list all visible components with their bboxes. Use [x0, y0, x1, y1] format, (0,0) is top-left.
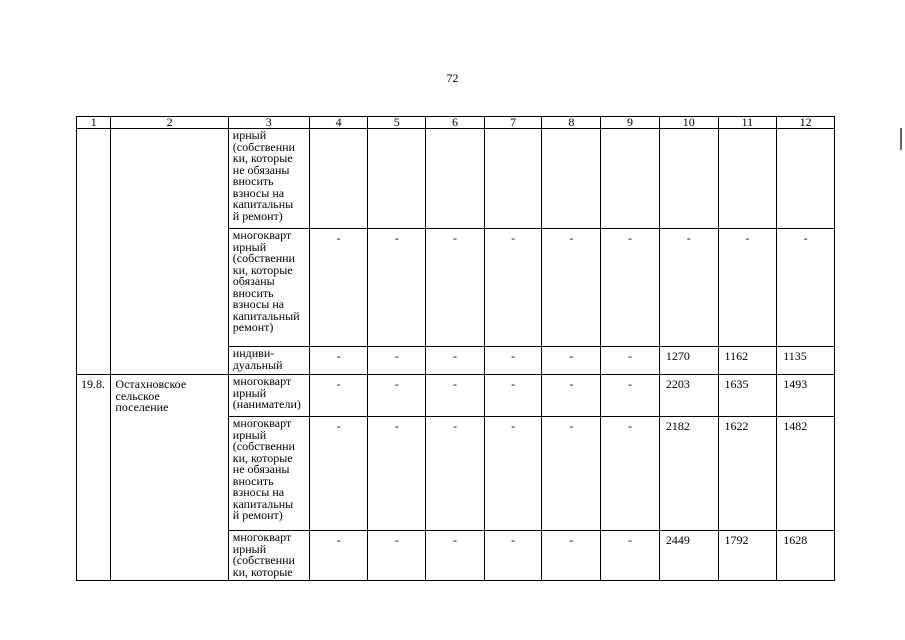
housing-type-cell: многокварт ирный (собственни ки, которые обязаны вносить взносы на капитальный ремонт) [228, 229, 309, 347]
value-cell: - [601, 375, 660, 417]
value-cell: - [426, 375, 485, 417]
value-cell: 1270 [659, 347, 718, 375]
header-cell: 4 [309, 117, 368, 129]
value-cell: - [309, 229, 368, 347]
settlement-cell: Остахновское сельское поселение [111, 375, 228, 581]
value-cell: - [426, 229, 485, 347]
housing-type-cell: многокварт ирный (наниматели) [228, 375, 309, 417]
header-cell: 5 [368, 117, 426, 129]
value-cell: 1162 [718, 347, 777, 375]
scan-edge-mark [900, 128, 902, 150]
value-cell: - [484, 531, 542, 581]
value-cell: - [368, 347, 426, 375]
page-number: 72 [446, 71, 459, 85]
value-cell [542, 129, 601, 229]
value-cell [309, 129, 368, 229]
value-cell: - [542, 531, 601, 581]
table-header-row [77, 117, 835, 129]
value-cell: - [601, 229, 660, 347]
value-cell: - [484, 229, 542, 347]
value-cell [368, 129, 426, 229]
value-cell [484, 129, 542, 229]
header-cell: 6 [426, 117, 485, 129]
header-cell: 11 [718, 117, 777, 129]
table-row [77, 375, 835, 417]
header-cell: 1 [77, 117, 111, 129]
value-cell: - [368, 531, 426, 581]
value-cell: - [718, 229, 777, 347]
value-cell: - [368, 229, 426, 347]
value-cell: 1622 [718, 417, 777, 531]
settlement-cell [111, 129, 228, 375]
value-cell: 1493 [777, 375, 835, 417]
value-cell: - [368, 417, 426, 531]
value-cell: - [542, 375, 601, 417]
value-cell: - [309, 375, 368, 417]
value-cell: - [484, 347, 542, 375]
value-cell: - [542, 417, 601, 531]
value-cell: - [309, 347, 368, 375]
header-cell: 7 [484, 117, 542, 129]
header-cell: 2 [111, 117, 228, 129]
value-cell: 2203 [659, 375, 718, 417]
value-cell [718, 129, 777, 229]
header-cell: 9 [601, 117, 660, 129]
value-cell: - [309, 531, 368, 581]
value-cell: - [542, 347, 601, 375]
value-cell: 1482 [777, 417, 835, 531]
value-cell: - [542, 229, 601, 347]
value-cell: - [659, 229, 718, 347]
value-cell: - [309, 417, 368, 531]
value-cell: - [601, 531, 660, 581]
housing-type-cell: многокварт ирный (собственни ки, которые [228, 531, 309, 581]
header-cell: 10 [659, 117, 718, 129]
value-cell: - [484, 417, 542, 531]
value-cell: 2182 [659, 417, 718, 531]
value-cell [601, 129, 660, 229]
value-cell: - [601, 417, 660, 531]
value-cell: - [601, 347, 660, 375]
tariff-table [76, 116, 835, 581]
housing-type-cell: индиви- дуальный [228, 347, 309, 375]
value-cell [659, 129, 718, 229]
value-cell: - [484, 375, 542, 417]
row-number-cell: 19.8. [77, 375, 111, 581]
housing-type-cell: многокварт ирный (собственни ки, которые не обязаны вносить взносы на капитальны й ремонт) [228, 417, 309, 531]
table-row [77, 129, 835, 229]
value-cell: 1135 [777, 347, 835, 375]
value-cell: - [368, 375, 426, 417]
header-cell: 8 [542, 117, 601, 129]
value-cell: - [777, 229, 835, 347]
header-cell: 12 [777, 117, 835, 129]
value-cell: 1635 [718, 375, 777, 417]
table-body [77, 129, 835, 581]
housing-type-cell: ирный (собственни ки, которые не обязаны вносить взносы на капитальны й ремонт) [228, 129, 309, 229]
value-cell: 1628 [777, 531, 835, 581]
value-cell: - [426, 347, 485, 375]
value-cell: - [426, 417, 485, 531]
value-cell: - [426, 531, 485, 581]
value-cell: 1792 [718, 531, 777, 581]
value-cell [426, 129, 485, 229]
row-number-cell [77, 129, 111, 375]
value-cell [777, 129, 835, 229]
value-cell: 2449 [659, 531, 718, 581]
header-cell: 3 [228, 117, 309, 129]
